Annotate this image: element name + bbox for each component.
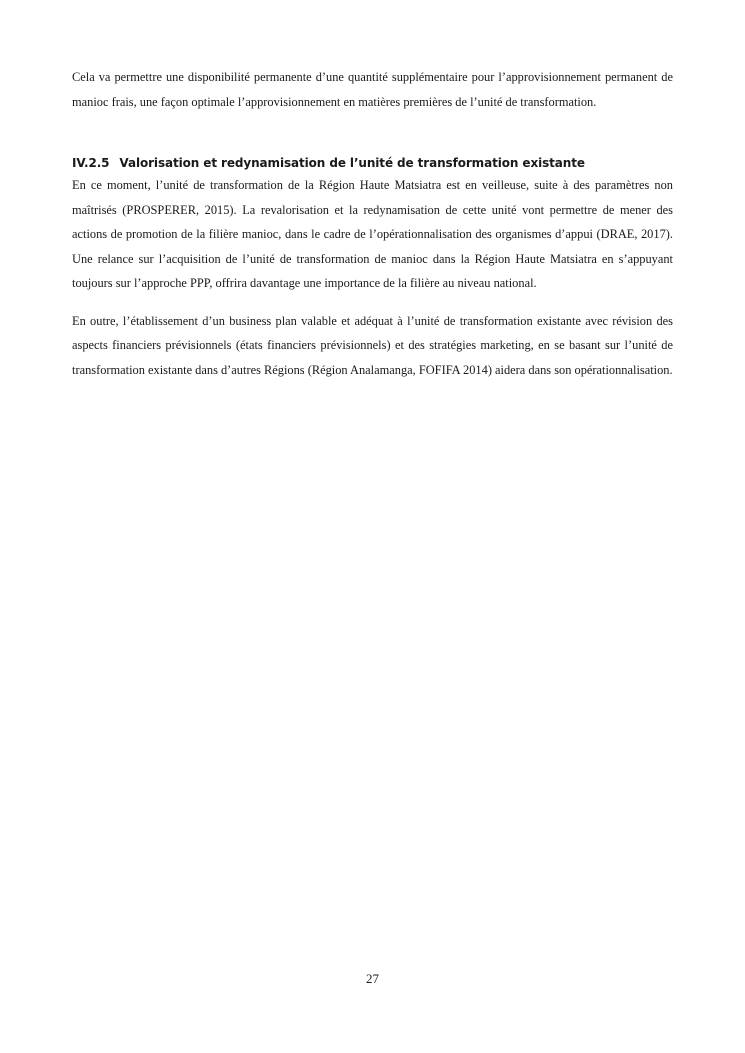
body-paragraph-2: En outre, l’établissement d’un business plan valable et adéquat à l’unité de transformation existante avec révision des aspects financiers prévisionnels (états financiers prévisionnels) et des stratégies marketing, en se basant sur l’unité de transformation existante dans d’autres Régions (Région Analamanga, FOFIFA 2014) aidera dans son opérationnalisation. (72, 313, 673, 377)
intro-paragraph: Cela va permettre une disponibilité permanente d’une quantité supplémentaire pour l’approvisionnement permanent de manioc frais, une façon optimale l’approvisionnement en matières premières de l’unité de transformation. (72, 70, 673, 109)
section-number: IV.2.5 (72, 156, 110, 170)
section-heading (72, 155, 673, 171)
page-number: 27 (366, 971, 379, 986)
body-paragraph-1: En ce moment, l’unité de transformation de la Région Haute Matsiatra est en veilleuse, suite à des paramètres non maîtrisés (PROSPERER, 2015). La revalorisation et la redynamisation de cette unité vont permettre de mener des actions de promotion de la filière manioc, dans le cadre de l’opérationnalisation des organismes d’appui (DRAE, 2017). Une relance sur l’acquisition de l’unité de transformation de manioc dans la Région Haute Matsiatra en s’appuyant toujours sur l’approche PPP, offrira davantage une importance de la filière au niveau national. (72, 178, 673, 290)
document-page (72, 65, 673, 382)
section-title: Valorisation et redynamisation de l’unité de transformation existante (119, 156, 585, 170)
